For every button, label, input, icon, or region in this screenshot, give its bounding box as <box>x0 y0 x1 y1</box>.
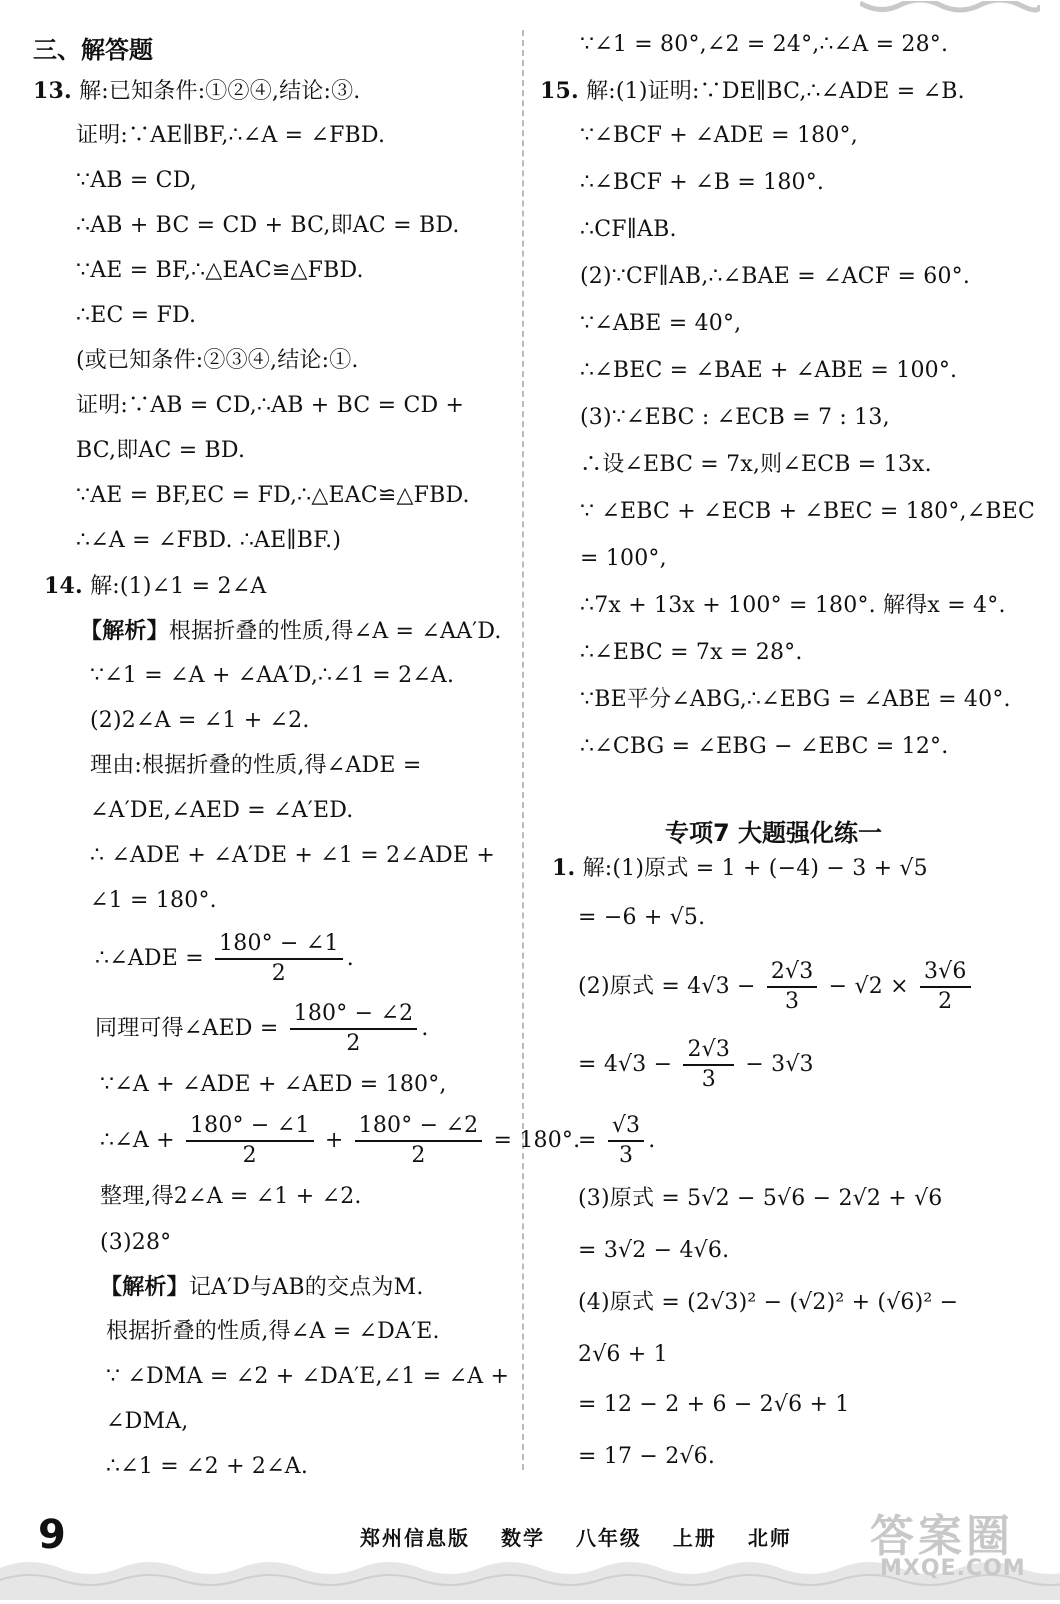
q14-eq-10-left: 同理可得∠AED = <box>95 1016 279 1041</box>
q1-eq-5-right: . <box>648 1128 656 1153</box>
q14-line-7: ∴ ∠ADE + ∠A′DE + ∠1 = 2∠ADE + <box>90 843 495 868</box>
watermark-url: MXQE.COM <box>880 1556 1026 1581</box>
q14-line-14: (3)28° <box>100 1230 172 1255</box>
q14-eq-9-left: ∴∠ADE = <box>95 946 204 971</box>
q14-line-16: 根据折叠的性质,得∠A = ∠DA′E. <box>106 1319 440 1344</box>
period: . <box>346 946 354 971</box>
q1-eq-3-mid: − √2 × <box>828 974 909 999</box>
fraction <box>355 1112 483 1170</box>
q14-eq-12-right: = 180°. <box>493 1128 581 1153</box>
fraction-denominator: 2 <box>346 1031 361 1056</box>
q13-line-9: BC,即AC = BD. <box>76 438 246 463</box>
fraction-numerator: 180° − ∠1 <box>186 1112 314 1142</box>
analysis-tag: 【解析】 <box>80 618 169 644</box>
watermark-title: 答案圈 <box>870 1511 1014 1562</box>
column-divider <box>522 30 524 1470</box>
q1-line-7: = 3√2 − 4√6. <box>578 1238 730 1263</box>
q14-line-12 <box>100 1112 580 1170</box>
q1-line-3 <box>578 958 975 1016</box>
q15-line-2: ∵∠BCF + ∠ADE = 180°, <box>580 123 858 148</box>
q1-line-10: = 12 − 2 + 6 − 2√6 + 1 <box>578 1392 850 1417</box>
q13-line-2: 证明:∵AE∥BF,∴∠A = ∠FBD. <box>76 123 386 148</box>
q1-text-1: 解:(1)原式 = 1 + (−4) − 3 + √5 <box>582 856 928 881</box>
q14-text-1: 解:(1)∠1 = 2∠A <box>90 574 267 599</box>
q15-line-13: ∴∠EBC = 7x = 28°. <box>580 640 803 665</box>
footer-info <box>360 1522 814 1551</box>
q15-line-9: ∴设∠EBC = 7x,则∠ECB = 13x. <box>580 452 932 477</box>
fraction-numerator: √3 <box>608 1112 644 1142</box>
q14-text-2: 根据折叠的性质,得∠A = ∠AA′D. <box>168 619 502 644</box>
fraction <box>920 958 971 1016</box>
q14-line-11: ∵∠A + ∠ADE + ∠AED = 180°, <box>100 1072 447 1097</box>
q14-line-8: ∠1 = 180°. <box>90 888 217 913</box>
q15-line-12: ∴7x + 13x + 100° = 180°. 解得x = 4°. <box>580 593 1006 618</box>
q1-line-2: = −6 + √5. <box>578 905 706 930</box>
fraction-numerator: 2√3 <box>767 958 818 988</box>
q15-line-14: ∵BE平分∠ABG,∴∠EBG = ∠ABE = 40°. <box>580 687 1011 712</box>
q15-line-6: ∵∠ABE = 40°, <box>580 311 742 336</box>
fraction-denominator: 3 <box>701 1067 716 1092</box>
q1-line-11: = 17 − 2√6. <box>578 1444 716 1469</box>
q14-line-6: ∠A′DE,∠AED = ∠A′ED. <box>90 798 354 823</box>
section-title: 专项7 大题强化练一 <box>665 819 883 847</box>
footer-edition: 郑州信息版 <box>360 1526 470 1550</box>
q14-continuation: ∵∠1 = 80°,∠2 = 24°,∴∠A = 28°. <box>580 32 949 57</box>
q1-line-9: 2√6 + 1 <box>578 1342 668 1367</box>
q15-line-4: ∴CF∥AB. <box>580 217 677 242</box>
q14-line-9 <box>95 930 354 988</box>
q15-line-1 <box>540 76 965 107</box>
q15-line-3: ∴∠BCF + ∠B = 180°. <box>580 170 825 195</box>
footer-grade: 八年级 <box>575 1526 642 1550</box>
q15-number: 15. <box>540 78 579 104</box>
q14-line-19: ∴∠1 = ∠2 + 2∠A. <box>106 1454 309 1479</box>
fraction <box>290 1000 418 1058</box>
fraction-numerator: 2√3 <box>683 1036 734 1066</box>
q14-line-2 <box>80 616 502 647</box>
q13-line-10: ∵AE = BF,EC = FD,∴△EAC≌△FBD. <box>76 483 470 508</box>
q15-line-11: = 100°, <box>580 546 667 571</box>
q13-text-1: 解:已知条件:①②④,结论:③. <box>79 79 361 104</box>
q14-line-3: ∵∠1 = ∠A + ∠AA′D,∴∠1 = 2∠A. <box>90 663 455 688</box>
page-number: 9 <box>38 1512 66 1558</box>
q15-line-15: ∴∠CBG = ∠EBG − ∠EBC = 12°. <box>580 734 949 759</box>
q1-line-6: (3)原式 = 5√2 − 5√6 − 2√2 + √6 <box>578 1186 943 1211</box>
q15-line-5: (2)∵CF∥AB,∴∠BAE = ∠ACF = 60°. <box>580 264 971 289</box>
fraction-denominator: 2 <box>411 1143 426 1168</box>
q14-line-15 <box>100 1272 424 1303</box>
q1-eq-3-left: (2)原式 = 4√3 − <box>578 974 756 999</box>
fraction-denominator: 3 <box>618 1143 634 1168</box>
top-decoration <box>860 0 1040 14</box>
plus-sign: + <box>324 1128 344 1153</box>
q13-number: 13. <box>33 78 72 104</box>
q13-line-8: 证明:∵AB = CD,∴AB + BC = CD + <box>76 393 465 418</box>
footer-volume: 上册 <box>672 1526 717 1550</box>
footer-publisher: 北师 <box>747 1526 792 1550</box>
fraction <box>683 1036 734 1094</box>
q1-line-1 <box>552 853 928 884</box>
fraction-denominator: 2 <box>242 1143 257 1168</box>
fraction <box>767 958 818 1016</box>
section-header: 三、解答题 <box>33 36 153 64</box>
q15-line-8: (3)∵∠EBC : ∠ECB = 7 : 13, <box>580 405 890 430</box>
fraction-numerator: 180° − ∠2 <box>355 1112 483 1142</box>
q1-eq-4-left: = 4√3 − <box>578 1052 673 1077</box>
q14-line-13: 整理,得2∠A = ∠1 + ∠2. <box>100 1184 362 1209</box>
q1-number: 1. <box>552 855 576 881</box>
q1-eq-4-right: − 3√3 <box>745 1052 814 1077</box>
fraction-denominator: 3 <box>785 989 800 1014</box>
q1-line-4 <box>578 1036 814 1094</box>
fraction <box>608 1112 644 1170</box>
footer-subject: 数学 <box>500 1526 545 1550</box>
q14-line-1 <box>44 571 266 602</box>
q14-number: 14. <box>44 573 83 599</box>
fraction-numerator: 180° − ∠1 <box>215 930 343 960</box>
fraction-denominator: 2 <box>271 961 286 986</box>
q14-line-5: 理由:根据折叠的性质,得∠ADE = <box>90 753 422 778</box>
q13-line-6: ∴EC = FD. <box>76 303 197 328</box>
q14-text-15: 记A′D与AB的交点为M. <box>188 1275 424 1300</box>
q14-line-18: ∠DMA, <box>106 1409 189 1434</box>
q15-text-1: 解:(1)证明:∵DE∥BC,∴∠ADE = ∠B. <box>586 79 965 104</box>
q14-line-4: (2)2∠A = ∠1 + ∠2. <box>90 708 310 733</box>
q1-line-8: (4)原式 = (2√3)² − (√2)² + (√6)² − <box>578 1290 959 1315</box>
q13-line-7: (或已知条件:②③④,结论:①. <box>76 348 359 373</box>
q1-eq-5-left: = <box>578 1128 597 1153</box>
q1-line-5 <box>578 1112 655 1170</box>
fraction-numerator: 180° − ∠2 <box>290 1000 418 1030</box>
q13-line-4: ∴AB + BC = CD + BC,即AC = BD. <box>76 213 460 238</box>
watermark <box>850 1500 1050 1590</box>
q15-line-7: ∴∠BEC = ∠BAE + ∠ABE = 100°. <box>580 358 958 383</box>
fraction <box>215 930 343 988</box>
q13-line-3: ∵AB = CD, <box>76 168 197 193</box>
period: . <box>421 1016 429 1041</box>
q14-line-10 <box>95 1000 429 1058</box>
analysis-tag: 【解析】 <box>100 1274 189 1300</box>
fraction-denominator: 2 <box>938 989 953 1014</box>
q15-line-10: ∵ ∠EBC + ∠ECB + ∠BEC = 180°,∠BEC <box>580 499 1036 524</box>
q13-line-5: ∵AE = BF,∴△EAC≌△FBD. <box>76 258 364 283</box>
q14-line-17: ∵ ∠DMA = ∠2 + ∠DA′E,∠1 = ∠A + <box>106 1364 510 1389</box>
q13-line-11: ∴∠A = ∠FBD. ∴AE∥BF.) <box>76 528 342 553</box>
fraction <box>186 1112 314 1170</box>
q13-line-1 <box>33 76 361 107</box>
fraction-numerator: 3√6 <box>920 958 971 988</box>
q14-eq-12-left: ∴∠A + <box>100 1128 175 1153</box>
